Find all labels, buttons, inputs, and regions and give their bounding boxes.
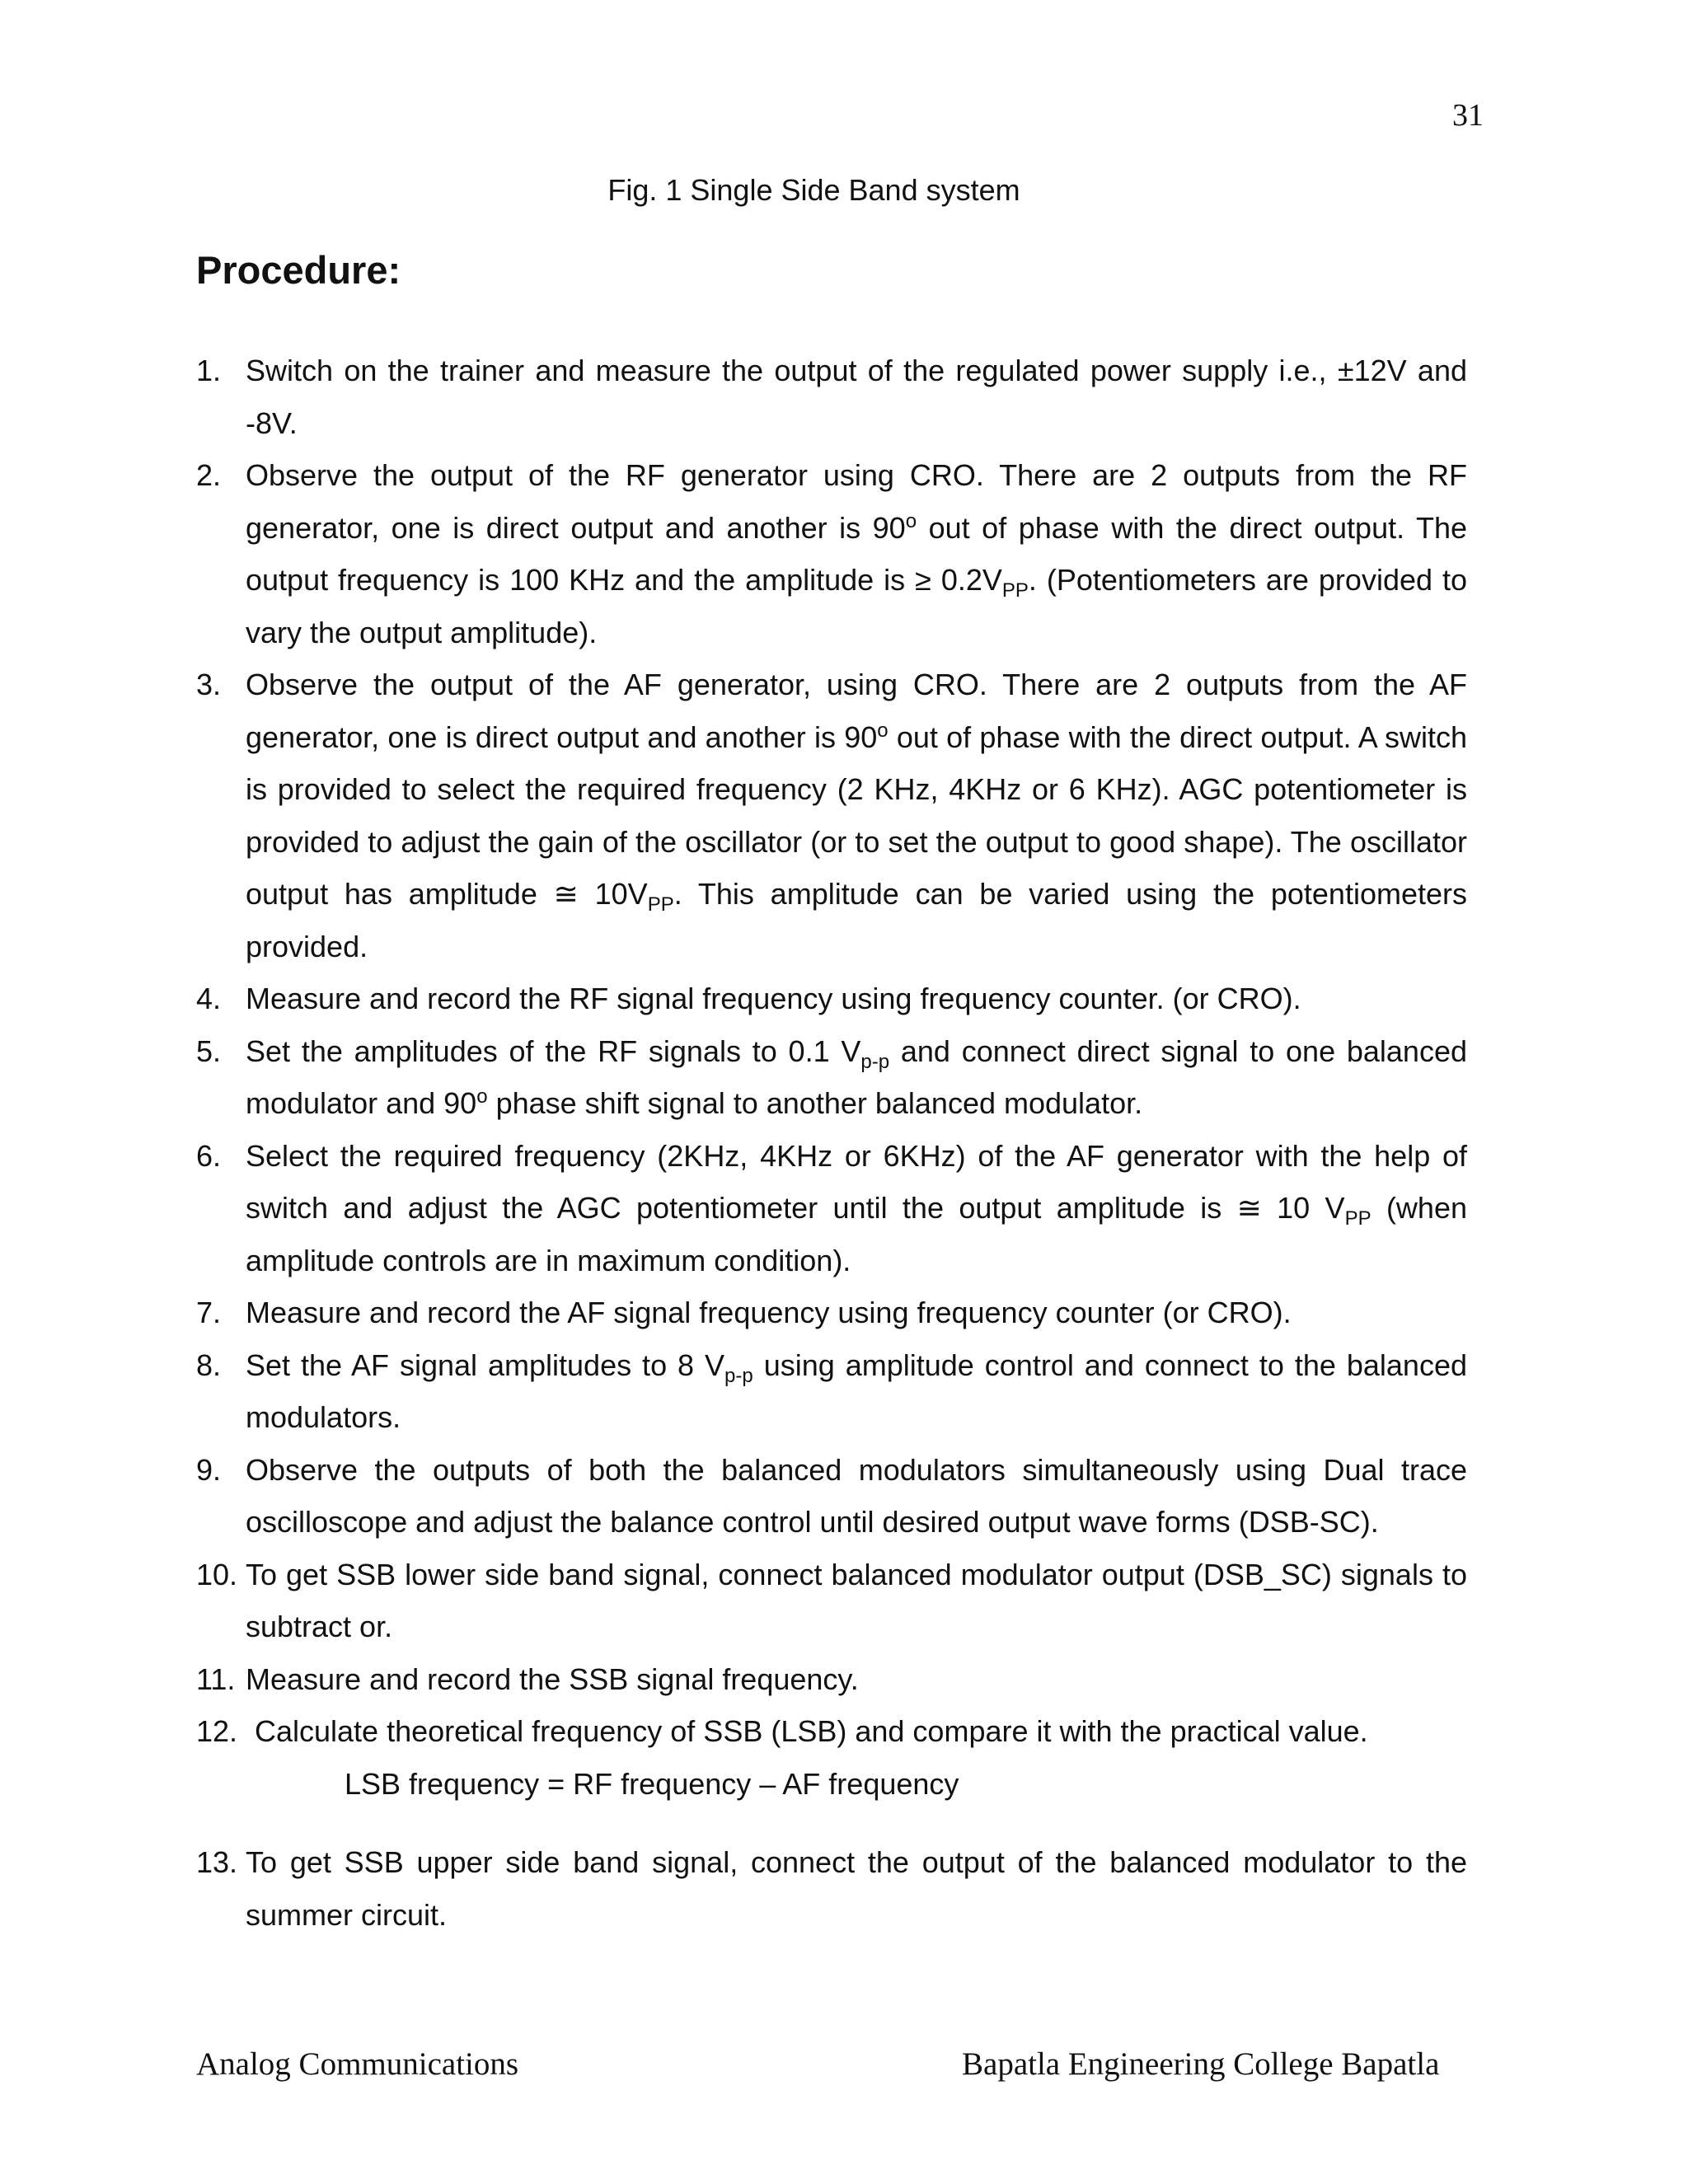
step-number: 3. [196,668,222,701]
subscript: PP [647,893,674,916]
step-text: Measure and record the AF signal frequency using frequency counter (or CRO). [246,1296,1292,1329]
subscript: p-p [724,1364,753,1387]
section-heading: Procedure: [196,248,401,292]
step-number: 11. [196,1661,236,1696]
page-number: 31 [1452,98,1484,133]
procedure-step-3 [196,658,1467,972]
step-number: 13. [196,1845,238,1879]
step-text: Measure and record the SSB signal frequency. [246,1661,859,1696]
step-number: 1. [196,354,222,387]
procedure-step-13 [196,1836,1467,1941]
step-text: Select the required frequency (2KHz, 4KHz or 6KHz) of the AF generator with the help of switch and adjust the AGC potentiometer until the output amplitude is ≅ 10 $V_{PP}$ (when amplitude controls are in maximum condition). [246,1138,1467,1277]
lsb-formula: LSB frequency = RF frequency – AF frequency [345,1766,959,1801]
subscript: PP [1001,579,1029,602]
superscript: o [476,1085,488,1108]
step-text: Observe the output of the AF generator, using CRO. There are 2 outputs from the AF generator, one is direct output and another is 90$^o$ out of phase with the direct output. A switch is provided to select the required frequency (2 KHz, 4KHz or 6 KHz). AGC potentiometer is provided to adjust the gain of the oscillator (or to set the output to good shape). The oscillator output has amplitude ≅ $10V_{PP}$. This amplitude can be varied using the potentiometers provided. [246,668,1467,963]
procedure-step-6 [196,1130,1467,1287]
superscript: o [877,719,889,742]
procedure-step-4 [196,972,1467,1025]
step-text: To get SSB lower side band signal, connect balanced modulator output (DSB_SC) signals to subtract or. [246,1557,1467,1643]
step-text: Switch on the trainer and measure the output of the regulated power supply i.e., ±12V and -8V. [246,354,1467,440]
procedure-list [196,344,1467,1941]
footer-course-title: Analog Communications [196,2046,519,2082]
procedure-step-8 [196,1339,1467,1444]
step-text: Calculate theoretical frequency of SSB (LSB) and compare it with the practical value. [255,1714,1368,1748]
step-number: 7. [196,1296,222,1329]
procedure-step-9 [196,1444,1467,1549]
procedure-step-10 [196,1549,1467,1653]
procedure-step-7 [196,1286,1467,1339]
step-text: Set the AF signal amplitudes to 8 $V_{p-p}$ using amplitude control and connect to the balanced modulators. [246,1347,1467,1434]
subscript: p-p [860,1050,890,1073]
step-number: 6. [196,1138,222,1173]
step-number: 2. [196,458,222,492]
step-text: To get SSB upper side band signal, connect the output of the balanced modulator to the summer circuit. [246,1845,1467,1932]
step-text: Set the amplitudes of the RF signals to 0.1 $V_{p-p}$ and connect direct signal to one balanced modulator and 90$^o$ phase shift signal to another balanced modulator. [246,1033,1467,1120]
procedure-step-5 [196,1025,1467,1130]
step-number: 4. [196,982,222,1015]
step-text: Observe the outputs of both the balanced modulators simultaneously using Dual trace oscilloscope and adjust the balance control until desired output wave forms (DSB-SC). [246,1452,1467,1539]
procedure-step-1 [196,344,1467,449]
procedure-step-2 [196,449,1467,658]
step-number: 9. [196,1452,222,1487]
procedure-step-11 [196,1653,1467,1706]
step-number: 5. [196,1033,222,1068]
footer-college-name: Bapatla Engineering College Bapatla [962,2046,1440,2082]
step-text: Observe the output of the RF generator using CRO. There are 2 outputs from the RF generator, one is direct output and another is 90$^o$ out of phase with the direct output. The output frequency is 100 KHz and the amplitude is ≥ $0.2V_{PP}$. (Potentiometers are provided to vary the output amplitude). [246,458,1467,649]
figure-caption: Fig. 1 Single Side Band system [607,173,1020,207]
spacer [196,1810,1467,1836]
subscript: PP [1344,1207,1372,1230]
procedure-step-12 [196,1705,1467,1810]
step-number: 12. [196,1714,238,1748]
step-number: 10. [196,1557,238,1591]
superscript: o [905,509,917,532]
step-text: Measure and record the RF signal frequency using frequency counter. (or CRO). [246,982,1301,1015]
step-number: 8. [196,1347,222,1382]
